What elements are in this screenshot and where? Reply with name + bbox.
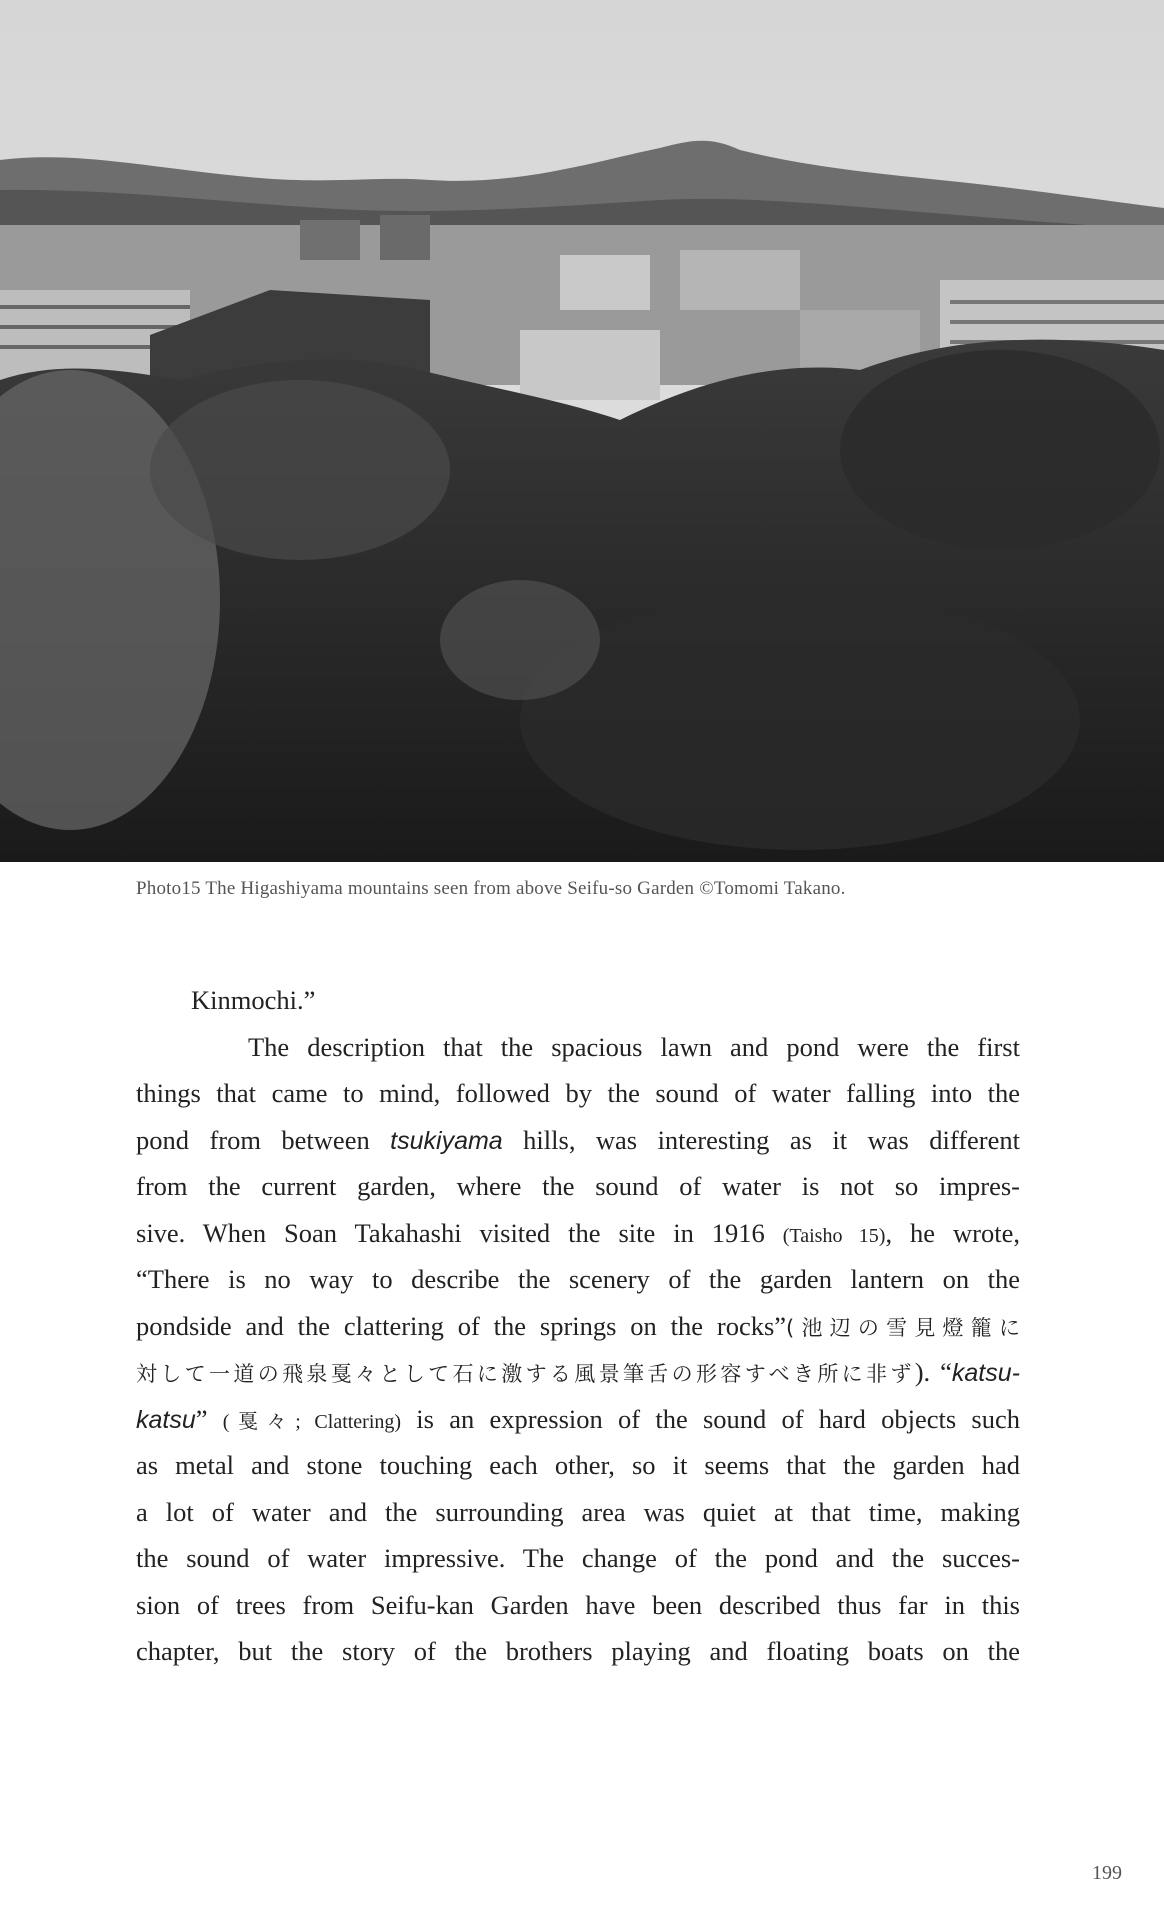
- text-line: “There is no way to describe the scenery of the garden lantern on the: [136, 1264, 1020, 1294]
- photo-caption: Photo15 The Higashiyama mountains seen from above Seifu-so Garden ©Tomomi Takano.: [136, 878, 846, 899]
- text-line: things that came to mind, followed by the sound of water falling into the: [136, 1078, 1020, 1108]
- body-text: [136, 977, 1020, 1675]
- garden-photo-illustration: [0, 0, 1164, 862]
- text-line: the sound of water impressive. The change of the pond and the succes-: [136, 1543, 1020, 1573]
- text-line: Kinmochi.”: [191, 985, 316, 1015]
- text-line: pond from between tsukiyama hills, was interesting as it was different: [136, 1124, 1020, 1155]
- text-line: from the current garden, where the sound of water is not so impres-: [136, 1171, 1020, 1201]
- italic-term: katsu-: [951, 1359, 1020, 1387]
- text-line: chapter, but the story of the brothers playing and floating boats on the: [136, 1636, 1020, 1666]
- italic-term: tsukiyama: [390, 1126, 503, 1155]
- japanese-quote: 対して一道の飛泉戛々として石に激する風景筆舌の形容すべき所に非ず: [136, 1362, 915, 1386]
- text-line: sive. When Soan Takahashi visited the site in 1916 (Taisho 15), he wrote,: [136, 1217, 1020, 1248]
- text-line: a lot of water and the surrounding area was quiet at that time, making: [136, 1496, 1020, 1527]
- page-number: 199: [1092, 1862, 1122, 1884]
- text-line: katsu” (戛々; Clattering) is an expression of the sound of hard objects such: [136, 1403, 1020, 1434]
- text-line: The description that the spacious lawn and pond were the first: [248, 1031, 1020, 1062]
- italic-term: katsu: [136, 1405, 196, 1434]
- text-line: 対して一道の飛泉戛々として石に激する風景筆舌の形容すべき所に非ず). “katsu-: [136, 1357, 1020, 1387]
- japanese-quote: (池辺の雪見燈籠に: [786, 1315, 1020, 1340]
- text-line: as metal and stone touching each other, so it seems that the garden had: [136, 1450, 1020, 1480]
- text-line: pondside and the clattering of the springs on the rocks”(池辺の雪見燈籠に: [136, 1310, 1020, 1341]
- garden-photo: [0, 0, 1164, 862]
- text-line: sion of trees from Seifu-kan Garden have been described thus far in this: [136, 1589, 1020, 1620]
